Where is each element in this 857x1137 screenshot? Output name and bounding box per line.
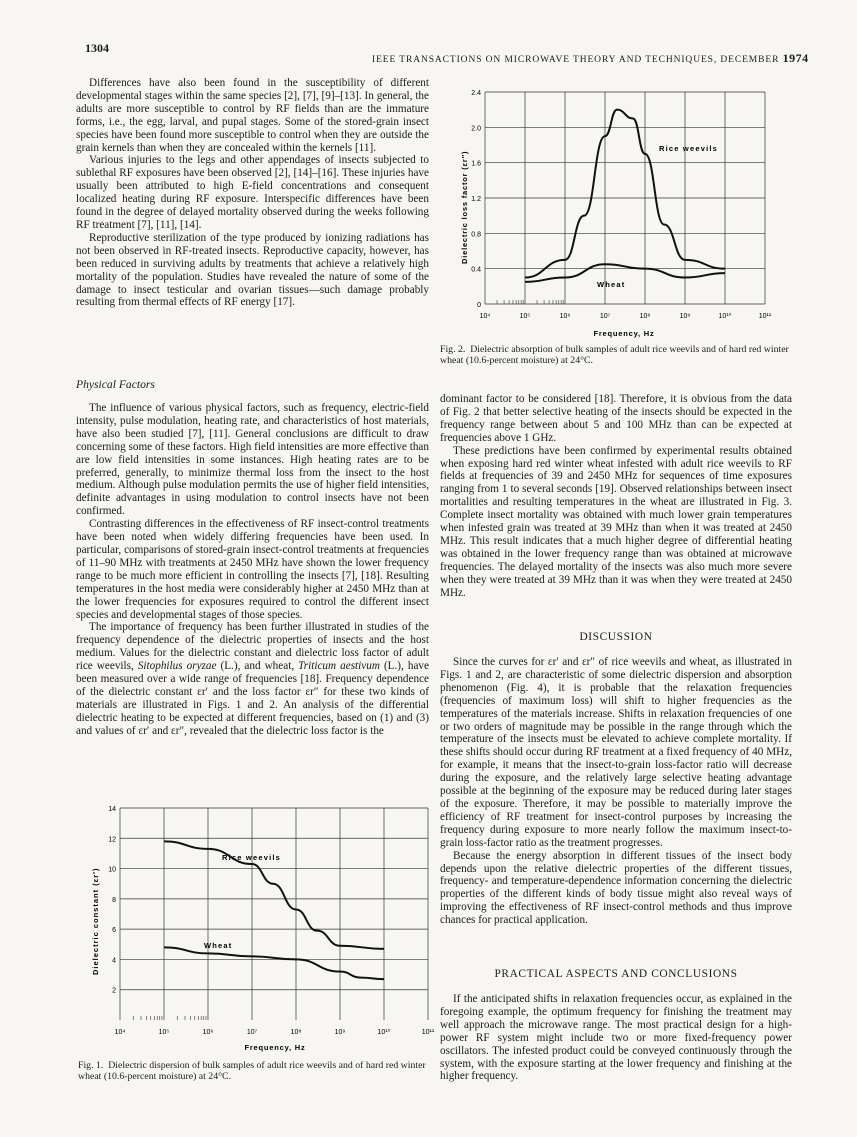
fig2-y-tick-label: 0.8: [471, 231, 481, 239]
fig2-x-tick-label: 10⁵: [519, 313, 531, 320]
figure-2-chart: [455, 84, 785, 344]
heading-conclusions: PRACTICAL ASPECTS AND CONCLUSIONS: [494, 968, 738, 980]
paragraph: If the anticipated shifts in relaxation frequencies occur, as explained in the foregoing example, the optimum frequency for finishing the treatment may well approach the microwave range. The most practical design for a high-power RF system might include two or more fixed-frequency power oscillators. The infested product could be conveyed continuously through the system, with the exposure starting at the lower frequency and finishing at the higher frequency.: [440, 993, 792, 1083]
species-name: Sitophilus oryzae: [137, 660, 217, 673]
fig2-x-tick-label: 10¹⁰: [718, 313, 732, 320]
fig1-x-tick-label: 10⁹: [334, 1029, 346, 1036]
left-column-top: [76, 77, 429, 309]
fig1-x-tick-label: 10¹⁰: [377, 1029, 391, 1036]
right-column-top: [440, 393, 792, 600]
fig1-x-tick-label: 10¹¹: [421, 1029, 435, 1036]
fig1-x-tick-label: 10⁷: [246, 1029, 258, 1036]
fig1-y-tick-label: 2: [112, 987, 116, 995]
paragraph: Contrasting differences in the effectiveness of RF insect-control treatments have been noted when widely differing frequencies have been used. In particular, comparisons of stored-grain insect-control treatments at frequencies of 11–90 MHz with treatments at 2450 MHz have shown the lower frequency range to be much more efficient in controlling the insects [7], [18]. Resulting temperatures in the host media were considerably higher at 2450 MHz than at the lower frequencies for exposures required to control the different insect species and developmental stages of those species.: [76, 518, 429, 621]
fig2-y-tick-label: 1.6: [471, 160, 481, 168]
fig2-series: [525, 110, 725, 282]
right-column-bottom: [440, 993, 792, 1083]
fig2-x-tick-label: 10⁷: [599, 313, 611, 320]
text-run: The importance of frequency has been further illustrated in studies of the frequency dependence of the dielectric properties of insects and the host medium. Values for the dielectric constant and dielectric loss factor of adult rice weevils,: [76, 621, 429, 673]
paragraph: The influence of various physical factors, such as frequency, electric-field intensity, pulse modulation, heating rate, and characteristics of host materials, have also been studied [7], [11]. General conclusions are difficult to draw concerning some of these factors. High field intensities are more effective than are low field intensities in some instances. High heating rates are to be preferred, generally, to minimize thermal loss from the insect to the host medium. Although pulse modulation permits the use of higher field intensities, definite advantages in using modulation to control insects have not been confirmed.: [76, 402, 429, 518]
fig1-y-tick-label: 12: [108, 836, 116, 844]
fig2-x-tick-label: 10⁴: [479, 313, 491, 320]
fig1-y-tick-label: 4: [112, 957, 116, 965]
paragraph: These predictions have been confirmed by experimental results obtained when exposing hard red winter wheat infested with adult rice weevils to RF fields at frequencies of 39 and 2450 MHz for sequences of time exposures ranging from 1 to several seconds [19]. Observed relationships between insect mortalities and resulting temperatures in the wheat are illustrated in Fig. 3. Complete insect mortality was obtained with much lower grain temperatures when infested grain was treated at 39 MHz than when it was treated at 2450 MHz. This result indicates that a much higher degree of differential heating was obtained in the lower frequency range than was obtained at microwave frequencies. The delayed mortality of the insects was also much more severe when they were treated at 39 MHz than it was when they were treated at 2450 MHz.: [440, 444, 792, 599]
fig2-series-label-wheat: Wheat: [597, 280, 626, 289]
right-column-middle: [440, 656, 792, 927]
journal-year: 1974: [782, 51, 809, 65]
left-column-bottom: [76, 402, 429, 738]
fig1-x-tick-label: 10⁵: [158, 1029, 170, 1036]
fig2-series-line: [525, 110, 725, 278]
heading-discussion: DISCUSSION: [579, 631, 653, 643]
fig1-x-tick-label: 10⁴: [114, 1029, 126, 1036]
fig2-x-tick-label: 10⁹: [679, 313, 691, 320]
fig1-caption-label: Fig. 1.: [78, 1060, 104, 1071]
fig1-grid: [108, 806, 435, 1036]
journal-title: [372, 51, 809, 66]
fig2-caption: [440, 345, 792, 366]
fig2-ylabel: Dielectric loss factor (εr″): [460, 150, 469, 264]
fig1-x-tick-label: 10⁸: [290, 1029, 302, 1036]
paragraph: Differences have also been found in the susceptibility of different developmental stages within the same species [2], [7], [9]–[13]. In general, the adults are more susceptible to control by RF fields than are the immature forms, i.e., the egg, larval, and pupal stages. Some of the stored-grain insect species have been found more susceptible to control when they are outside the grain kernels than when they are concealed within the kernels [11].: [76, 77, 429, 154]
fig2-x-tick-label: 10⁶: [559, 313, 571, 320]
text-run: (L.), and wheat,: [216, 660, 299, 673]
paragraph: Various injuries to the legs and other appendages of insects subjected to sublethal RF exposures have been observed [2], [14]–[16]. These injuries have usually been attributed to high E-field concentrations and consequent localized heating during RF exposure. Interspecific differences have been found in the degree of delayed mortality observed during the weeks following RF treatment [7], [11], [14].: [76, 154, 429, 231]
fig2-y-tick-label: 0.4: [471, 266, 481, 274]
page-number: 1304: [85, 41, 109, 55]
fig1-x-tick-label: 10⁶: [202, 1029, 214, 1036]
paragraph: Since the curves for εr′ and εr″ of rice weevils and wheat, as illustrated in Figs. 1 and 2, are characteristic of some dielectric dispersion and absorption phenomenon (Fig. 4), it is probable that the relaxation frequencies (frequencies of maximum loss) will shift to higher frequencies as the temperatures of the materials increase. Shifts in relaxation frequencies of one or two orders of magnitude may be possible in the range through which the temperature of the insects must be elevated to achieve complete mortality. If these shifts should occur during RF treatment at a fixed frequency of 40 MHz, for example, it means that the insect-to-grain loss-factor ratio will decrease during the exposure, and the relatively large selective heating advantage possible at the beginning of the exposure may be reduced during later stages of the exposure. Therefore, it may be possible to materially improve the efficiency of RF treatment for insect-control purposes by increasing the frequency during exposure to more nearly follow the maximum insect-to-grain loss-factor ratio as the treatment progresses.: [440, 656, 792, 849]
section-subhead: Physical Factors: [76, 378, 155, 391]
fig1-ylabel: Dielectric constant (εr′): [91, 867, 100, 975]
fig1-series-label-wheat: Wheat: [204, 941, 233, 950]
fig2-x-tick-label: 10⁸: [639, 313, 651, 320]
paragraph: Because the energy absorption in different tissues of the insect body depends upon the relative dielectric properties of the different tissues, frequency- and temperature-dependence information concerning the dielectric properties of the different kinds of body tissue might also reveal ways of improving the effectiveness of RF insect-control methods and thus improve chances for practical application.: [440, 849, 792, 927]
fig1-y-tick-label: 6: [112, 927, 116, 935]
paragraph: [76, 621, 429, 737]
fig1-series-line: [164, 947, 384, 979]
paragraph: Reproductive sterilization of the type produced by ionizing radiations has not been observed in RF-treated insects. Reproductive capacity, however, has been reduced in surviving adults by treatments that achieve a relatively high mortality of the population. Studies have revealed the nature of some of the damage to insect testicular and ovarian tissues—such damage probably resulting from thermal effects of RF energy [17].: [76, 231, 429, 309]
fig1-y-tick-label: 14: [108, 806, 116, 813]
fig2-caption-text: Dielectric absorption of bulk samples of adult rice weevils and of hard red winter wheat (10.6-percent moisture) at 24°C.: [440, 344, 789, 366]
figure-1-chart: [78, 800, 435, 1060]
fig2-y-tick-label: 2.0: [471, 125, 481, 133]
fig1-caption: [78, 1061, 430, 1082]
fig1-xlabel: Frequency, Hz: [244, 1043, 306, 1052]
fig2-y-tick-label: 0: [477, 302, 481, 309]
fig1-y-tick-label: 10: [108, 866, 116, 874]
fig2-y-tick-label: 2.4: [471, 90, 481, 97]
fig2-y-tick-label: 1.2: [471, 196, 481, 203]
fig1-caption-text: Dielectric dispersion of bulk samples of adult rice weevils and of hard red winter wheat (10.6-percent moisture) at 24°C.: [78, 1060, 426, 1082]
fig2-x-tick-label: 10¹¹: [758, 313, 772, 320]
fig2-caption-label: Fig. 2.: [440, 344, 466, 355]
fig1-series-label-rice: Rice weevils: [222, 853, 282, 862]
fig2-series-label-rice: Rice weevils: [659, 144, 719, 153]
fig1-y-tick-label: 8: [112, 896, 116, 904]
text-run: (L.), have been measured over a wide range of frequencies [18]. Frequency dependence of the dielectric constant εr′ and the loss factor εr″ for these two kinds of materials are illustrated in Figs. 1 and 2. An analysis of the differential dielectric heating to be expected at different frequencies, based on (1) and (3) and values of εr′ and εr″, revealed that the dielectric loss factor is the: [76, 660, 429, 737]
species-name: Triticum aestivum: [298, 660, 380, 673]
fig2-xlabel: Frequency, Hz: [593, 329, 655, 338]
journal-name: IEEE TRANSACTIONS ON MICROWAVE THEORY AND TECHNIQUES, DECEMBER: [372, 55, 780, 65]
paragraph: dominant factor to be considered [18]. Therefore, it is obvious from the data of Fig. 2 that better selective heating of the insects should be expected in the frequency range between about 5 and 100 MHz than can be expected at frequencies above 1 GHz.: [440, 393, 792, 444]
